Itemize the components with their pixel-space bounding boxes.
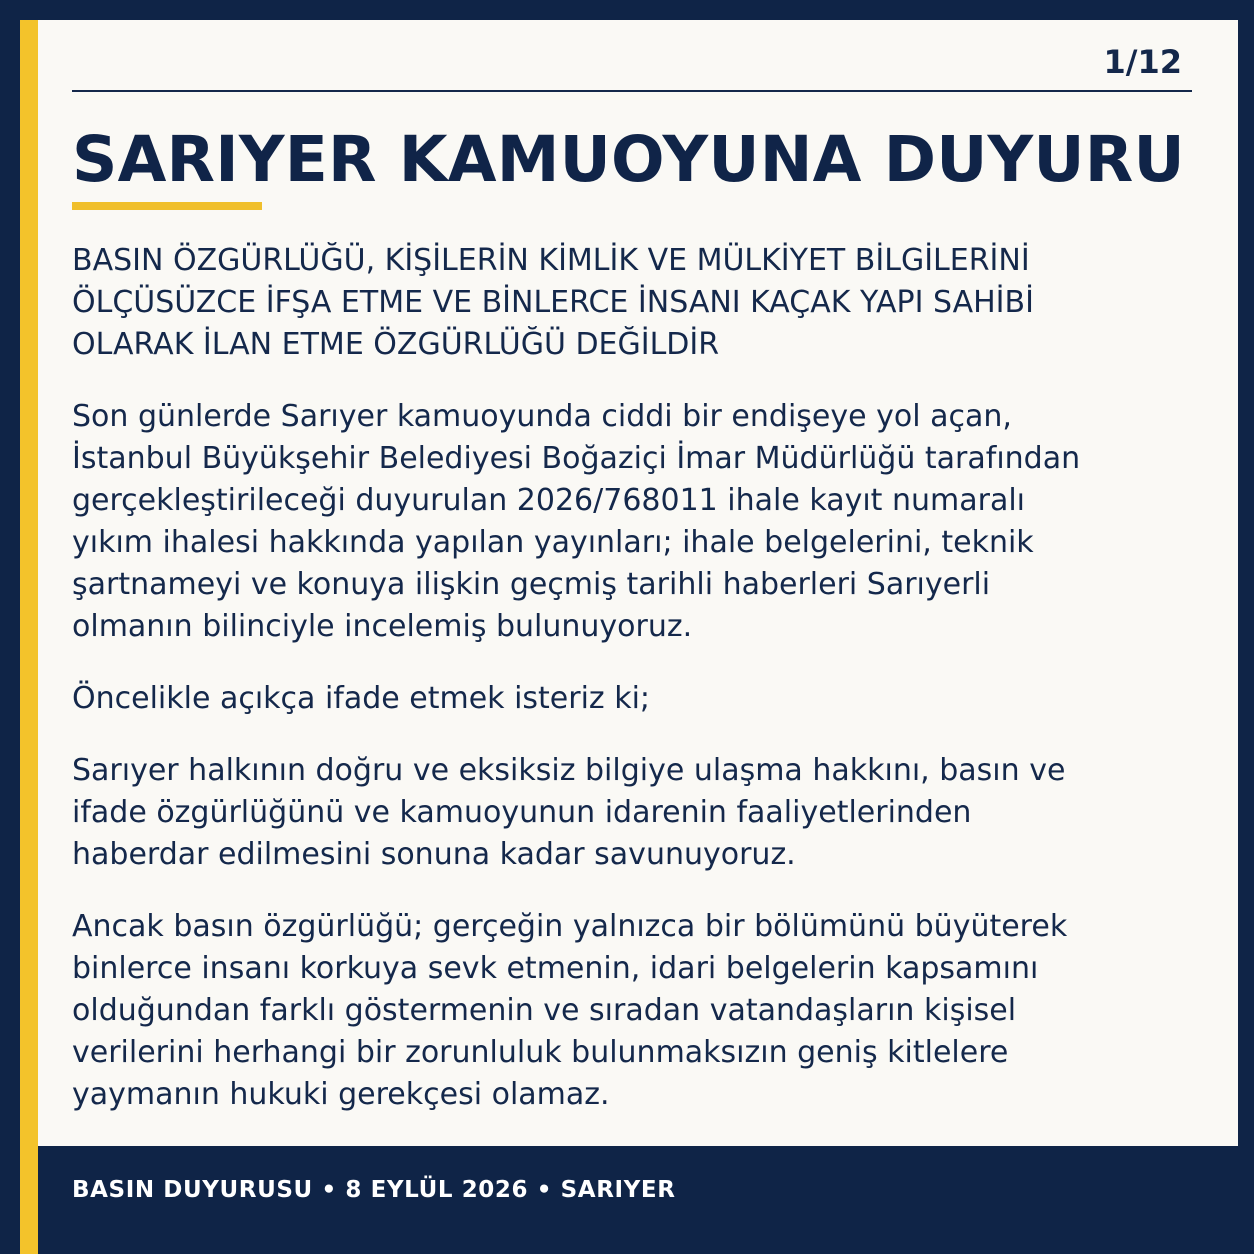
document-body (72, 240, 1202, 1116)
paragraph-intro: Son günlerde Sarıyer kamuoyunda ciddi bir endişeye yol açan, İstanbul Büyükşehir Belediyesi Boğaziçi İmar Müdürlüğü tarafından gerçekleştirileceği duyurulan 2026/768011 ihale kayıt numaralı yıkım ihalesi hakkında yapılan yayınları; ihale belgelerini, teknik şartnameyi ve konuya ilişkin geçmiş tarihli haberleri Sarıyerli olmanın bilinciyle incelemiş bulunuyoruz. (72, 399, 1081, 644)
paragraph-defense-of-press: Sarıyer halkının doğru ve eksiksiz bilgiye ulaşma hakkını, basın ve ifade özgürlüğünü ve kamuoyunun idarenin faaliyetlerinden haberdar edilmesini sonuna kadar savunuyoruz. (72, 753, 1066, 872)
document-subtitle: BASIN ÖZGÜRLÜĞÜ, KİŞİLERİN KİMLİK VE MÜLKİYET BİLGİLERİNİ ÖLÇÜSÜZCE İFŞA ETME VE BİNLERCE İNSANI KAÇAK YAPI SAHİBİ OLARAK İLAN ETME ÖZGÜRLÜĞÜ DEĞİLDİR (72, 243, 1034, 362)
accent-side-bar (20, 20, 38, 1254)
paragraph-statement-lead: Öncelikle açıkça ifade etmek isteriz ki; (72, 681, 651, 716)
paragraph-limits-of-press: Ancak basın özgürlüğü; gerçeğin yalnızca bir bölümünü büyüterek binlerce insanı korkuya sevk etmenin, idari belgelerin kapsamını olduğundan farklı göstermenin ve sıradan vatandaşların kişisel verilerini herhangi bir zorunluluk bulunmaksızın geniş kitlelere yaymanın hukuki gerekçesi olamaz. (72, 909, 1068, 1112)
header-divider (72, 90, 1192, 92)
document-title: SARIYER KAMUOYUNA DUYURU (72, 123, 1185, 196)
title-accent-underline (72, 202, 262, 210)
footer-caption: BASIN DUYURUSU • 8 EYLÜL 2026 • SARIYER (72, 1177, 676, 1203)
page-counter: 1/12 (1103, 43, 1182, 81)
